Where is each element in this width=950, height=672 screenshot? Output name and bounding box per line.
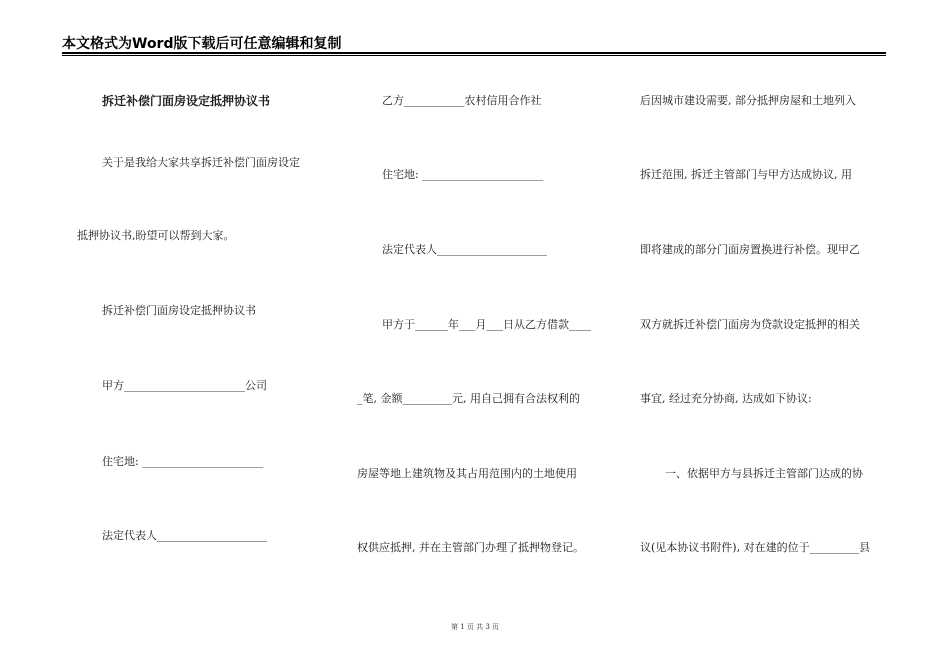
body-line: 法定代表人____________________: [382, 243, 547, 256]
body-line: 住宅地: ______________________: [382, 168, 544, 181]
document-title: 拆迁补偿门面房设定抵押协议书: [102, 94, 271, 108]
body-line: 甲方______________________公司: [102, 379, 267, 392]
column-2: [330, 0, 620, 600]
header-title: 本文格式为Word版下载后可任意编辑和复制: [62, 36, 342, 52]
body-line: 法定代表人____________________: [102, 529, 267, 542]
page-number: 第 1 页 共 3 页: [450, 623, 500, 631]
body-line: 乙方___________农村信用合作社: [382, 94, 542, 107]
body-line: 住宅地: ______________________: [102, 455, 264, 468]
body-line: 双方就拆迁补偿门面房为贷款设定抵押的相关: [640, 318, 860, 331]
body-line: 即将建成的部分门面房置换进行补偿。现甲乙: [640, 243, 860, 256]
column-1: [0, 0, 330, 600]
body-line: 拆迁补偿门面房设定抵押协议书: [102, 304, 256, 317]
body-line: 甲方于______年___月___日从乙方借款____: [382, 318, 591, 331]
body-line: _笔, 金额_________元, 用自己拥有合法权利的: [357, 392, 580, 405]
body-line: 权供应抵押, 并在主管部门办理了抵押物登记。: [357, 541, 584, 554]
body-line: 议(见本协议书附件), 对在建的位于_________县: [640, 541, 871, 554]
body-line: 拆迁范围, 拆迁主管部门与甲方达成协议, 用: [640, 168, 852, 181]
column-3: [620, 0, 900, 600]
body-line: 抵押协议书,盼望可以帮到大家。: [77, 229, 235, 242]
body-line: 关于是我给大家共享拆迁补偿门面房设定: [102, 156, 300, 169]
body-line: 一、依据甲方与县拆迁主管部门达成的协: [665, 467, 863, 480]
body-line: 事宜, 经过充分协商, 达成如下协议:: [640, 392, 812, 405]
body-line: 房屋等地上建筑物及其占用范围内的土地使用: [357, 467, 577, 480]
body-line: 后因城市建设需要, 部分抵押房屋和土地列入: [640, 94, 856, 107]
